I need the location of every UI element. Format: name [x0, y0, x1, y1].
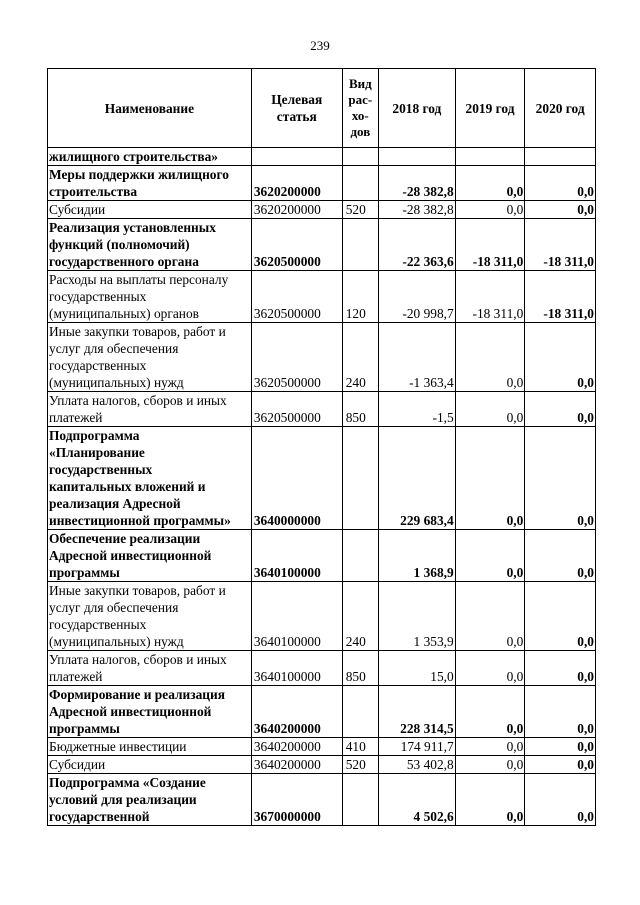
amount-2019: 0,0 [455, 651, 525, 686]
target-item-code: 3620500000 [251, 392, 342, 427]
amount-2020: 0,0 [525, 582, 596, 651]
expense-kind-code [342, 148, 378, 166]
table-row [48, 774, 596, 826]
table-header-row [48, 69, 596, 148]
amount-2019: 0,0 [455, 774, 525, 826]
row-name-line: Уплата налогов, сборов и иных [49, 393, 227, 408]
row-name-line: Адресной инвестиционной [49, 704, 212, 719]
amount-2020: 0,0 [525, 738, 596, 756]
target-item-code: 3640100000 [251, 530, 342, 582]
row-name-line: Иные закупки товаров, работ и [49, 583, 226, 598]
table-row [48, 219, 596, 271]
header-target-item: Целевая статья [251, 69, 342, 148]
row-name-line: государственных [49, 358, 147, 373]
target-item-code: 3670000000 [251, 774, 342, 826]
row-name [48, 686, 252, 738]
amount-2018: 15,0 [379, 651, 456, 686]
row-name [48, 148, 252, 166]
table-row [48, 166, 596, 201]
table-row [48, 738, 596, 756]
amount-2019: 0,0 [455, 530, 525, 582]
expense-kind-code: 410 [342, 738, 378, 756]
table-row [48, 148, 596, 166]
amount-2018: -20 998,7 [379, 271, 456, 323]
row-name-line: «Планирование [49, 445, 145, 460]
amount-2018: -28 382,8 [379, 166, 456, 201]
expense-kind-code [342, 530, 378, 582]
row-name-line: платежей [49, 669, 103, 684]
target-item-code: 3640100000 [251, 651, 342, 686]
amount-2018: 229 683,4 [379, 427, 456, 530]
row-name-line: инвестиционной программы» [49, 513, 231, 528]
row-name-line: Обеспечение реализации [49, 531, 201, 546]
row-name-line: (муниципальных) нужд [49, 375, 184, 390]
expense-kind-code: 520 [342, 201, 378, 219]
row-name [48, 651, 252, 686]
expense-kind-code: 850 [342, 651, 378, 686]
row-name-line: Подпрограмма [49, 428, 140, 443]
target-item-code: 3620500000 [251, 323, 342, 392]
target-item-code: 3640100000 [251, 582, 342, 651]
row-name-line: Бюджетные инвестиции [49, 739, 187, 754]
amount-2019: -18 311,0 [455, 219, 525, 271]
amount-2019: 0,0 [455, 582, 525, 651]
row-name-line: (муниципальных) нужд [49, 634, 184, 649]
table-row [48, 530, 596, 582]
amount-2018: 4 502,6 [379, 774, 456, 826]
amount-2019: 0,0 [455, 686, 525, 738]
row-name [48, 756, 252, 774]
table-row [48, 323, 596, 392]
row-name [48, 774, 252, 826]
row-name-line: Субсидии [49, 757, 106, 772]
row-name [48, 271, 252, 323]
expense-kind-code: 240 [342, 582, 378, 651]
row-name [48, 323, 252, 392]
expense-kind-code [342, 774, 378, 826]
row-name-line: Подпрограмма «Создание [49, 775, 206, 790]
expense-kind-code: 240 [342, 323, 378, 392]
expense-kind-code: 120 [342, 271, 378, 323]
amount-2020: 0,0 [525, 166, 596, 201]
row-name-line: услуг для обеспечения [49, 341, 179, 356]
amount-2018: 53 402,8 [379, 756, 456, 774]
amount-2019 [455, 148, 525, 166]
amount-2020: 0,0 [525, 323, 596, 392]
expense-kind-code [342, 219, 378, 271]
amount-2020: -18 311,0 [525, 271, 596, 323]
row-name-line: государственных [49, 617, 147, 632]
row-name-line: государственной [49, 809, 150, 824]
row-name-line: программы [49, 565, 120, 580]
amount-2020: 0,0 [525, 756, 596, 774]
amount-2020: -18 311,0 [525, 219, 596, 271]
amount-2020: 0,0 [525, 427, 596, 530]
target-item-code [251, 148, 342, 166]
row-name [48, 582, 252, 651]
target-item-code: 3620200000 [251, 166, 342, 201]
amount-2019: 0,0 [455, 323, 525, 392]
row-name-line: Формирование и реализация [49, 687, 225, 702]
row-name-line: строительства [49, 184, 138, 199]
row-name-line: Адресной инвестиционной [49, 548, 212, 563]
header-2019: 2019 год [455, 69, 525, 148]
row-name-line: программы [49, 721, 120, 736]
expense-kind-code: 520 [342, 756, 378, 774]
amount-2018: -28 382,8 [379, 201, 456, 219]
row-name-line: государственного органа [49, 254, 199, 269]
amount-2019: 0,0 [455, 201, 525, 219]
row-name-line: услуг для обеспечения [49, 600, 179, 615]
header-2020: 2020 год [525, 69, 596, 148]
header-name: Наименование [48, 69, 252, 148]
row-name-line: государственных [49, 289, 147, 304]
row-name-line: Реализация установленных [49, 220, 216, 235]
page-number: 239 [310, 38, 330, 53]
expense-kind-code [342, 427, 378, 530]
amount-2020: 0,0 [525, 392, 596, 427]
row-name [48, 201, 252, 219]
row-name-line: реализация Адресной [49, 496, 181, 511]
table-row [48, 651, 596, 686]
amount-2020: 0,0 [525, 651, 596, 686]
amount-2020: 0,0 [525, 774, 596, 826]
header-2018: 2018 год [379, 69, 456, 148]
amount-2019: 0,0 [455, 166, 525, 201]
amount-2020 [525, 148, 596, 166]
amount-2018: 174 911,7 [379, 738, 456, 756]
row-name-line: Субсидии [49, 202, 106, 217]
table-row [48, 392, 596, 427]
row-name [48, 738, 252, 756]
amount-2018: -22 363,6 [379, 219, 456, 271]
table-row [48, 201, 596, 219]
amount-2020: 0,0 [525, 201, 596, 219]
row-name-line: капитальных вложений и [49, 479, 206, 494]
table-row [48, 582, 596, 651]
amount-2019: 0,0 [455, 756, 525, 774]
row-name-line: государственных [49, 462, 153, 477]
amount-2018: 1 353,9 [379, 582, 456, 651]
row-name-line: платежей [49, 410, 103, 425]
amount-2018: -1 363,4 [379, 323, 456, 392]
target-item-code: 3640000000 [251, 427, 342, 530]
amount-2019: 0,0 [455, 738, 525, 756]
table-row [48, 271, 596, 323]
expense-kind-code: 850 [342, 392, 378, 427]
row-name [48, 392, 252, 427]
amount-2020: 0,0 [525, 686, 596, 738]
amount-2019: 0,0 [455, 392, 525, 427]
target-item-code: 3640200000 [251, 686, 342, 738]
row-name-line: Меры поддержки жилищного [49, 167, 229, 182]
amount-2018: 228 314,5 [379, 686, 456, 738]
target-item-code: 3620500000 [251, 271, 342, 323]
amount-2018: -1,5 [379, 392, 456, 427]
row-name [48, 166, 252, 201]
row-name [48, 219, 252, 271]
expense-kind-code [342, 166, 378, 201]
amount-2019: 0,0 [455, 427, 525, 530]
amount-2019: -18 311,0 [455, 271, 525, 323]
row-name-line: жилищного строительства» [49, 149, 218, 164]
row-name [48, 427, 252, 530]
table-row [48, 686, 596, 738]
row-name-line: условий для реализации [49, 792, 197, 807]
target-item-code: 3640200000 [251, 738, 342, 756]
row-name [48, 530, 252, 582]
row-name-line: Иные закупки товаров, работ и [49, 324, 226, 339]
budget-table [47, 68, 596, 826]
table-row [48, 427, 596, 530]
header-expense-kind: Вид рас- хо- дов [342, 69, 378, 148]
row-name-line: Расходы на выплаты персоналу [49, 272, 229, 287]
amount-2018 [379, 148, 456, 166]
target-item-code: 3640200000 [251, 756, 342, 774]
target-item-code: 3620500000 [251, 219, 342, 271]
row-name-line: (муниципальных) органов [49, 306, 199, 321]
row-name-line: функций (полномочий) [49, 237, 190, 252]
amount-2018: 1 368,9 [379, 530, 456, 582]
table-row [48, 756, 596, 774]
expense-kind-code [342, 686, 378, 738]
row-name-line: Уплата налогов, сборов и иных [49, 652, 227, 667]
amount-2020: 0,0 [525, 530, 596, 582]
target-item-code: 3620200000 [251, 201, 342, 219]
